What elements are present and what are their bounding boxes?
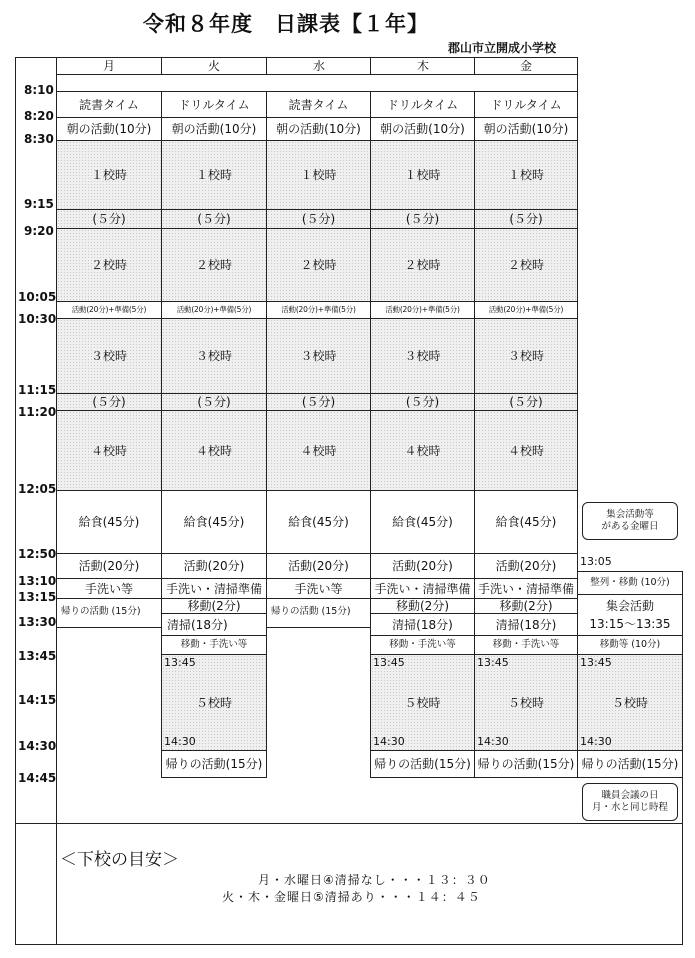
- period2-tue: ２校時: [161, 228, 267, 302]
- break-tue: (５分): [161, 393, 267, 411]
- go-home-thu: 帰りの活動(15分): [370, 750, 475, 778]
- staff-meeting-note: [582, 783, 678, 821]
- time-label: 10:05: [18, 290, 57, 304]
- period5-tue: ５校時: [161, 654, 267, 751]
- move-handwash-tue: 移動・手洗い等: [161, 635, 267, 655]
- lunch-wed: 給食(45分): [266, 490, 371, 554]
- period3-mon: ３校時: [56, 318, 162, 394]
- break-thu: (５分): [370, 393, 475, 411]
- break-mon: (５分): [56, 393, 162, 411]
- period1-mon: １校時: [56, 140, 162, 210]
- move-handwash-fri: 移動・手洗い等: [474, 635, 578, 655]
- activity-wed: 活動(20分): [266, 553, 371, 579]
- break-fri: (５分): [474, 393, 578, 411]
- lunch-tue: 給食(45分): [161, 490, 267, 554]
- period4-mon: ４校時: [56, 410, 162, 491]
- activity-prep-wed: 活動(20分)+準備(5分): [266, 301, 371, 319]
- assembly-label: 集会活動: [605, 599, 654, 613]
- staff-note-line1: 職員会議の日: [601, 790, 659, 802]
- assembly-activity: [577, 594, 683, 636]
- lunch-fri: 給食(45分): [474, 490, 578, 554]
- line-up-move: 整列・移動 (10分): [577, 571, 683, 595]
- break-mon: (５分): [56, 209, 162, 229]
- time-label: 10:30: [18, 312, 57, 326]
- time-label: 11:20: [18, 405, 57, 419]
- period2-mon: ２校時: [56, 228, 162, 302]
- activity-thu: 活動(20分): [370, 553, 475, 579]
- morning-activity-wed: 朝の活動(10分): [266, 117, 371, 141]
- frame-left: [15, 57, 16, 945]
- move-fri: 移動(2分): [474, 598, 578, 614]
- break-thu: (５分): [370, 209, 475, 229]
- footer-divider: [15, 823, 683, 824]
- activity-prep-thu: 活動(20分)+準備(5分): [370, 301, 475, 319]
- page-title: 令和８年度 日課表【１年】: [143, 12, 429, 36]
- move-tue: 移動(2分): [161, 598, 267, 614]
- cleaning-tue: 清掃(18分): [161, 613, 267, 636]
- go-home-wed: 帰りの活動 (15分): [266, 598, 371, 628]
- break-fri: (５分): [474, 209, 578, 229]
- period5-end-time: 14:30: [477, 735, 509, 748]
- activity-tue: 活動(20分): [161, 553, 267, 579]
- activity-prep-tue: 活動(20分)+準備(5分): [161, 301, 267, 319]
- handwash-wed: 手洗い等: [266, 578, 371, 599]
- assembly-friday-note: [582, 502, 678, 540]
- period1-thu: １校時: [370, 140, 475, 210]
- period2-fri: ２校時: [474, 228, 578, 302]
- time-label: 14:15: [18, 693, 57, 707]
- period1-fri: １校時: [474, 140, 578, 210]
- reading-time-wed: 読書タイム: [266, 91, 371, 118]
- go-home-assembly-friday: 帰りの活動(15分): [577, 750, 683, 778]
- day-header-tue: 火: [161, 57, 267, 75]
- assembly-time: 13:15～13:35: [589, 617, 671, 631]
- lunch-mon: 給食(45分): [56, 490, 162, 554]
- assembly-start-time: 13:05: [580, 555, 612, 568]
- period3-wed: ３校時: [266, 318, 371, 394]
- activity-mon: 活動(20分): [56, 553, 162, 579]
- period5-fri: ５校時: [474, 654, 578, 751]
- dismissal-guide-heading: ＜下校の目安＞: [60, 850, 179, 870]
- assembly-note-line1: 集会活動等: [606, 509, 654, 521]
- move-handwash-thu: 移動・手洗い等: [370, 635, 475, 655]
- day-header-fri: 金: [474, 57, 578, 75]
- assembly-note-line2: がある金曜日: [601, 521, 659, 532]
- activity-prep-fri: 活動(20分)+準備(5分): [474, 301, 578, 319]
- period2-thu: ２校時: [370, 228, 475, 302]
- period1-wed: １校時: [266, 140, 371, 210]
- time-label: 14:45: [18, 771, 57, 785]
- period3-tue: ３校時: [161, 318, 267, 394]
- period2-wed: ２校時: [266, 228, 371, 302]
- time-label: 11:15: [18, 383, 57, 397]
- time-label: 13:15: [18, 590, 57, 604]
- handwash-mon: 手洗い等: [56, 578, 162, 599]
- activity-prep-mon: 活動(20分)+準備(5分): [56, 301, 162, 319]
- cleaning-thu: 清掃(18分): [370, 613, 475, 636]
- morning-activity-mon: 朝の活動(10分): [56, 117, 162, 141]
- time-label: 13:45: [18, 649, 57, 663]
- dismissal-tue-thu-fri: 火・木・金曜日⑤清掃あり・・・１４：４５: [222, 890, 481, 904]
- period5-thu: ５校時: [370, 654, 475, 751]
- activity-fri: 活動(20分): [474, 553, 578, 579]
- frame-bottom: [15, 944, 683, 945]
- break-tue: (５分): [161, 209, 267, 229]
- period5-end-time: 14:30: [373, 735, 405, 748]
- move-after-assembly: 移動等 (10分): [577, 635, 683, 655]
- day-header-thu: 木: [370, 57, 476, 75]
- school-name: 郡山市立開成小学校: [448, 41, 557, 55]
- go-home-mon: 帰りの活動 (15分): [56, 598, 162, 628]
- day-header-mon: 月: [56, 57, 162, 75]
- time-label: 8:30: [24, 132, 54, 146]
- period5-assembly-friday: ５校時: [577, 654, 683, 751]
- morning-activity-tue: 朝の活動(10分): [161, 117, 267, 141]
- morning-activity-thu: 朝の活動(10分): [370, 117, 475, 141]
- time-label: 8:10: [24, 83, 54, 97]
- day-header-wed: 水: [266, 57, 372, 75]
- time-label: 13:30: [18, 615, 57, 629]
- time-label: 14:30: [18, 739, 57, 753]
- lunch-thu: 給食(45分): [370, 490, 475, 554]
- time-label: 12:05: [18, 482, 57, 496]
- go-home-tue: 帰りの活動(15分): [161, 750, 267, 778]
- drill-time-thu: ドリルタイム: [370, 91, 475, 118]
- period5-start-time: 13:45: [580, 656, 612, 669]
- reading-time-mon: 読書タイム: [56, 91, 162, 118]
- period5-start-time: 13:45: [477, 656, 509, 669]
- time-label: 9:20: [24, 224, 54, 238]
- drill-time-tue: ドリルタイム: [161, 91, 267, 118]
- drill-time-fri: ドリルタイム: [474, 91, 578, 118]
- staff-note-line2: 月・水と同じ時程: [591, 802, 668, 813]
- period4-fri: ４校時: [474, 410, 578, 491]
- time-label: 12:50: [18, 547, 57, 561]
- time-label: 13:10: [18, 574, 57, 588]
- header-spacer: [56, 74, 578, 92]
- period5-start-time: 13:45: [164, 656, 196, 669]
- time-label: 9:15: [24, 197, 54, 211]
- period4-tue: ４校時: [161, 410, 267, 491]
- move-thu: 移動(2分): [370, 598, 475, 614]
- period1-tue: １校時: [161, 140, 267, 210]
- period4-thu: ４校時: [370, 410, 475, 491]
- period3-fri: ３校時: [474, 318, 578, 394]
- period3-thu: ３校時: [370, 318, 475, 394]
- cleaning-fri: 清掃(18分): [474, 613, 578, 636]
- break-wed: (５分): [266, 393, 371, 411]
- period5-start-time: 13:45: [373, 656, 405, 669]
- dismissal-mon-wed: 月・水曜日④清掃なし・・・１３：３０: [258, 873, 491, 887]
- break-wed: (５分): [266, 209, 371, 229]
- handwash-clean-tue: 手洗い・清掃準備: [161, 578, 267, 599]
- handwash-clean-fri: 手洗い・清掃準備: [474, 578, 578, 599]
- period4-wed: ４校時: [266, 410, 371, 491]
- morning-activity-fri: 朝の活動(10分): [474, 117, 578, 141]
- period5-end-time: 14:30: [164, 735, 196, 748]
- time-label: 8:20: [24, 109, 54, 123]
- period5-end-time: 14:30: [580, 735, 612, 748]
- go-home-fri: 帰りの活動(15分): [474, 750, 578, 778]
- handwash-clean-thu: 手洗い・清掃準備: [370, 578, 475, 599]
